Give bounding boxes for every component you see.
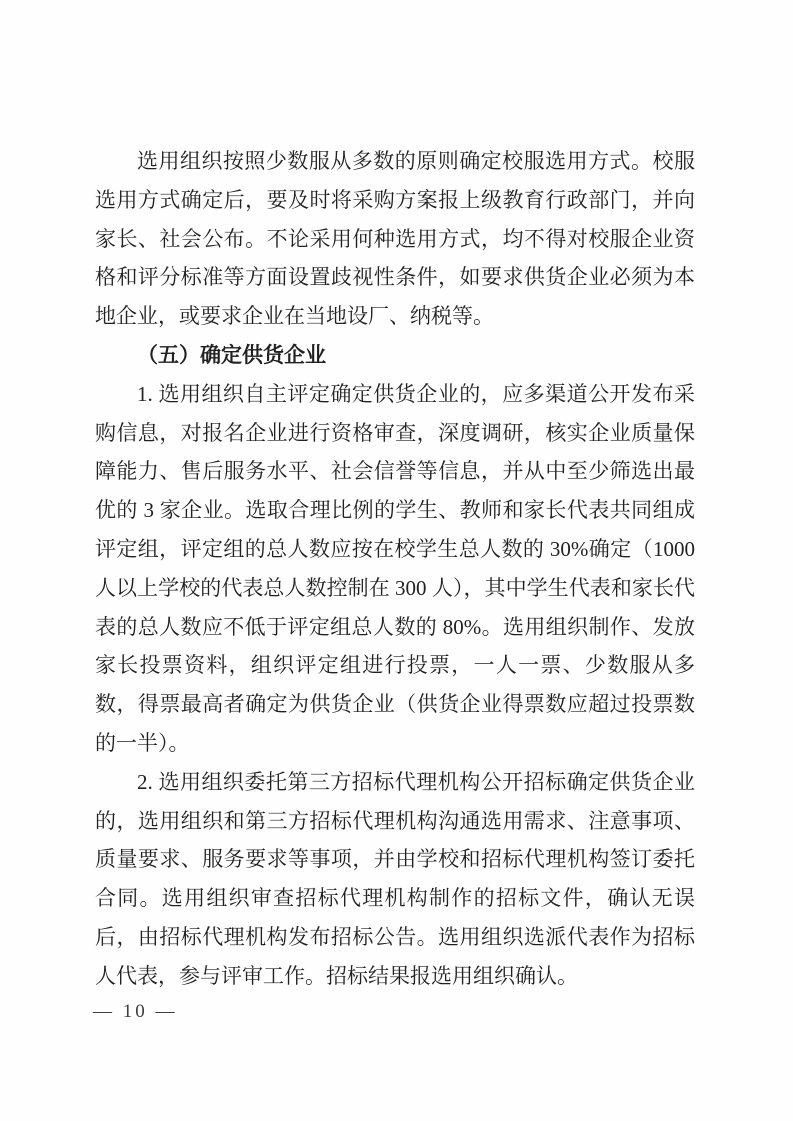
- paragraph-selection-method: 选用组织按照少数服从多数的原则确定校服选用方式。校服选用方式确定后，要及时将采购方案报上级教育行政部门，并向家长、社会公布。不论采用何种选用方式，均不得对校服企业资格和评分标准等方面设置歧视性条件，如要求供货企业必须为本地企业，或要求企业在当地设厂、纳税等。: [95, 149, 695, 329]
- section-heading-determine-supplier: （五）确定供货企业: [137, 342, 326, 367]
- paragraph-item-2-third-party-tender: 2. 选用组织委托第三方招标代理机构公开招标确定供货企业的，选用组织和第三方招标代理机构沟通选用需求、注意事项、质量要求、服务要求等事项，并由学校和招标代理机构签订委托合同。选用组织审查招标代理机构制作的招标文件，确认无误后，由招标代理机构发布招标公告。选用组织选派代表作为招标人代表，参与评审工作。招标结果报选用组织确认。: [95, 769, 695, 988]
- document-body: [95, 142, 695, 996]
- page-number: — 10 —: [93, 1001, 178, 1022]
- paragraph-item-1-self-evaluation: 1. 选用组织自主评定确定供货企业的，应多渠道公开发布采购信息，对报名企业进行资格审查，深度调研，核实企业质量保障能力、售后服务水平、社会信誉等信息，并从中至少筛选出最优的 3 家企业。选取合理比例的学生、教师和家长代表共同组成评定组，评定组的总人数应按在校学生总人数的 30%确定（1000 人以上学校的代表总人数控制在 300 人），其中学生代表和家长代表的总人数应不低于评定组总人数的 80%。选用组织制作、发放家长投票资料，组织评定组进行投票，一人一票、少数服从多数，得票最高者确定为供货企业（供货企业得票数应超过投票数的一半）。: [95, 381, 695, 755]
